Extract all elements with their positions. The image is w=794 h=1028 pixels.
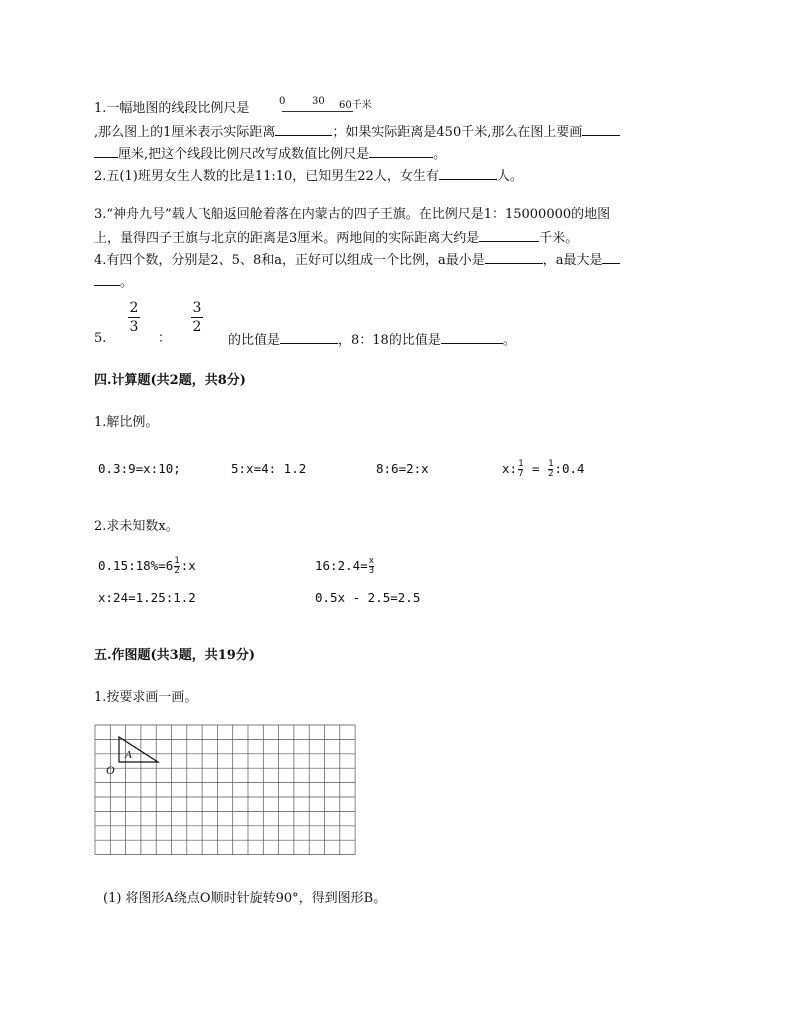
fraction — [174, 557, 179, 576]
draw1-sub1: (1) 将图形A绕点O顺时针旋转90°，得到图形B。 — [103, 891, 387, 906]
fraction-denominator: 7 — [518, 469, 524, 479]
fraction — [518, 460, 523, 479]
calc2-item-2 — [315, 557, 375, 576]
q4-text-2b: 。 — [120, 275, 134, 290]
calc2-item-1 — [98, 557, 196, 576]
q5-text-c: 。 — [502, 333, 516, 348]
calc1-title: 1.解比例。 — [94, 415, 159, 430]
answer-blank[interactable] — [439, 166, 497, 180]
calc2-item-3: x:24=1.25:1.2 — [98, 590, 196, 605]
q1-line2 — [94, 122, 620, 142]
fraction-numerator: 1 — [518, 459, 524, 469]
fraction-denominator: 3 — [129, 319, 139, 335]
answer-blank[interactable] — [441, 330, 503, 344]
fraction-numerator: 1 — [548, 459, 554, 469]
fraction-bar — [128, 317, 140, 318]
segment-scale — [279, 96, 379, 116]
eq-text: :0.4 — [554, 461, 585, 476]
fraction-denominator: 2 — [192, 319, 202, 335]
q4-line1 — [94, 250, 620, 270]
answer-blank[interactable] — [280, 330, 338, 344]
answer-blank[interactable] — [582, 122, 620, 136]
q2-text-a: 2.五(1)班男女生人数的比是11:10，已知男生22人，女生有 — [94, 169, 439, 184]
answer-blank[interactable] — [369, 144, 433, 158]
fraction-denominator: 2 — [548, 469, 554, 479]
q2-line — [94, 166, 523, 186]
answer-blank[interactable] — [94, 144, 118, 158]
q5-text-a: 的比值是 — [228, 333, 281, 348]
q4-text-1b: ，a最大是 — [542, 253, 603, 268]
drawing-grid — [94, 724, 356, 856]
fraction — [548, 460, 553, 479]
q1-text-3b: 。 — [433, 147, 447, 162]
fraction-denominator: 2 — [174, 566, 180, 576]
answer-blank[interactable] — [94, 272, 120, 286]
eq-text: 16:2.4= — [315, 558, 368, 573]
fraction-bar — [191, 317, 203, 318]
q2-text-b: 人。 — [496, 169, 523, 184]
q1-line3 — [94, 144, 446, 164]
q5-number — [94, 330, 106, 348]
eq-text: :x — [180, 558, 196, 573]
calc2-item-4: 0.5x - 2.5=2.5 — [315, 590, 421, 605]
q4-text-1a: 4.有四个数，分别是2、5、8和a，正好可以组成一个比例，a最小是 — [94, 253, 485, 268]
q5-colon — [158, 330, 171, 348]
eq-sign: = — [524, 461, 548, 476]
draw1-title: 1.按要求画一画。 — [94, 690, 198, 705]
q1-text-2a: ,那么图上的1厘米表示实际距离 — [94, 125, 276, 140]
drawing-grid-area — [94, 724, 356, 860]
q3-text-2b: 千米。 — [539, 231, 579, 246]
q3-line2 — [94, 228, 578, 248]
q1-text-2b: ；如果实际距离是450千米,那么在图上要画 — [332, 125, 583, 140]
fraction-numerator: 1 — [174, 556, 180, 566]
q5-num: 5. — [94, 331, 107, 346]
calc1-item-1: 0.3:9=x:10; — [98, 461, 181, 476]
shape-label-a: A — [125, 749, 132, 761]
calc1-item-2: 5:x=4: 1.2 — [231, 461, 307, 476]
fraction-numerator: x — [368, 556, 375, 566]
q5-fraction-2 — [191, 300, 203, 335]
q5-line — [228, 330, 516, 350]
scale-label-30: 30 — [312, 96, 325, 107]
calc1-item-4 — [502, 460, 585, 479]
section-5-title: 五.作图题(共3题，共19分) — [94, 648, 255, 663]
eq-text: x: — [502, 461, 518, 476]
point-label-o: O — [106, 763, 115, 777]
q1-line1 — [94, 100, 249, 118]
q5-text-b: ，8：18的比值是 — [338, 333, 441, 348]
calc1-item-3: 8:6=2:x — [376, 461, 429, 476]
fraction — [369, 557, 374, 576]
scale-line — [282, 111, 353, 112]
calc2-title: 2.求未知数x。 — [94, 519, 179, 534]
fraction-numerator: 2 — [129, 300, 139, 316]
eq-text: 0.15:18%=6 — [98, 558, 174, 573]
section-4-title: 四.计算题(共2题，共8分) — [94, 373, 246, 388]
q5-colon-text: ： — [158, 331, 172, 346]
q1-text: 1.一幅地图的线段比例尺是 — [94, 101, 250, 116]
q3-text-2a: 上，量得四子王旗与北京的距离是3厘米。两地间的实际距离大约是 — [94, 231, 480, 246]
q4-line2 — [94, 272, 133, 292]
answer-blank[interactable] — [485, 250, 543, 264]
scale-label-60: 60千米 — [339, 100, 372, 111]
scale-label-0: 0 — [279, 96, 286, 107]
q3-text-1: 3.“神舟九号”载人飞船返回舱着落在内蒙古的四子王旗。在比例尺是1：15000000的地图 — [94, 207, 611, 222]
fraction-denominator: 3 — [368, 566, 375, 576]
q1-text-3a: 厘米,把这个线段比例尺改写成数值比例尺是 — [118, 147, 370, 162]
q5-fraction-1 — [128, 300, 140, 335]
q3-line1 — [94, 206, 610, 224]
fraction-numerator: 3 — [192, 300, 202, 316]
answer-blank[interactable] — [479, 228, 539, 242]
answer-blank[interactable] — [602, 250, 620, 264]
answer-blank[interactable] — [275, 122, 332, 136]
